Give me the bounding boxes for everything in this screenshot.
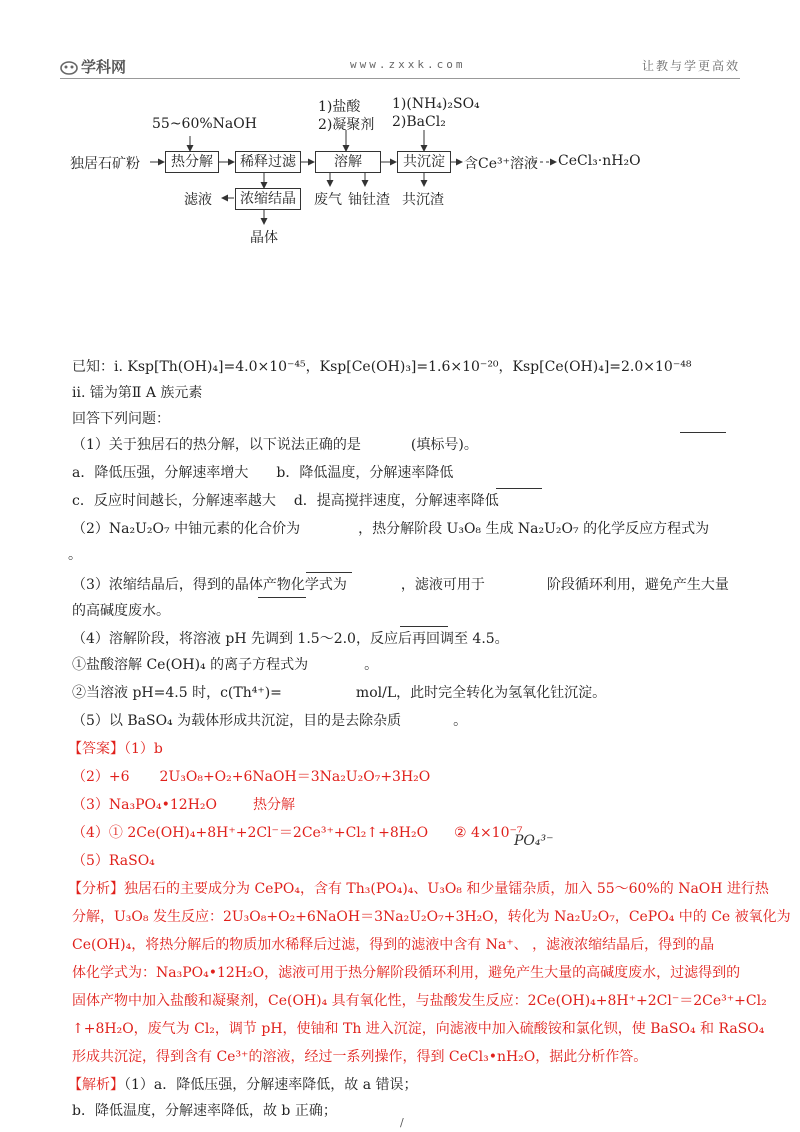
question-5 — [72, 712, 467, 730]
answer-4 — [72, 824, 523, 842]
answer-3-text: （3）Na₃PO₄•12H₂O — [72, 797, 217, 813]
analysis-line-5: 固体产物中加入盐酸和凝聚剂，Ce(OH)₄ 具有氧化性，与盐酸发生反应：2Ce(OH)₄+8H⁺+2Cl⁻＝2Ce³⁺+Cl₂ — [72, 993, 767, 1009]
known-line-1: 已知：ⅰ. Ksp[Th(OH)₄]=4.0×10⁻⁴⁵，Ksp[Ce(OH)₃]=1.6×10⁻²⁰，Ksp[Ce(OH)₄]=2.0×10⁻⁴⁸ — [72, 359, 692, 375]
step-dissolve: 溶解 — [315, 151, 381, 173]
solution-text-1: （1）a．降低压强，分解速率降低，故 a 错误； — [124, 1077, 418, 1093]
question-1 — [72, 436, 478, 454]
known-line-2: ⅱ. 镭为第Ⅱ A 族元素 — [72, 385, 203, 401]
answer-2-equation: 2U₃O₈+O₂+6NaOH＝3Na₂U₂O₇+3H₂O — [159, 769, 431, 785]
analysis-line-4: 体化学式为：Na₃PO₄•12H₂O，滤液可用于热分解阶段循环利用，避免产生大量的高碱度废水，过滤得到的 — [72, 965, 741, 981]
answer-2-prefix: （2）+6 — [72, 769, 130, 785]
waste-gas-label: 废气 — [314, 192, 342, 208]
analysis-line-6: ↑+8H₂O，废气为 Cl₂，调节 pH，使铀和 Th 进入沉淀，向滤液中加入硫酸铵和氯化钡，使 BaSO₄ 和 RaSO₄ — [72, 1021, 765, 1037]
crystal-label: 晶体 — [250, 230, 278, 246]
page-header — [60, 52, 740, 79]
option-a: a．降低压强，分解速率增大 — [72, 465, 249, 481]
logo-text: 学科网 — [81, 58, 127, 76]
step-dilute-filter: 稀释过滤 — [235, 151, 301, 173]
option-d: d．提高搅拌速度，分解速率降低 — [293, 493, 499, 509]
question-4-1-text: ①盐酸溶解 Ce(OH)₄ 的离子方程式为 — [72, 657, 309, 673]
site-slogan: 让教与学更高效 — [641, 59, 740, 73]
question-3 — [72, 576, 729, 594]
question-5-end: 。 — [453, 713, 468, 729]
answer-blank-line — [306, 572, 352, 573]
question-2 — [72, 520, 709, 538]
reagent-hcl: 1)盐酸 — [318, 99, 361, 115]
answer-2 — [72, 768, 430, 786]
question-5-text: （5）以 BaSO₄ 为载体形成共沉淀，目的是去除杂质 — [72, 713, 402, 729]
question-4-2 — [72, 684, 606, 702]
answer-5: （5）RaSO₄ — [72, 853, 155, 869]
answer-label: 【答案】 — [68, 741, 124, 757]
process-flow-diagram — [0, 92, 800, 252]
analysis-line-7: 形成共沉淀，得到含有 Ce³⁺的溶液，经过一系列操作，得到 CeCl₃•nH₂O，据此分析作答。 — [72, 1049, 648, 1065]
question-4-2-end: mol/L，此时完全转化为氢氧化钍沉淀。 — [355, 685, 607, 701]
answer-blank-line — [496, 488, 542, 489]
page-number: / — [400, 1116, 404, 1129]
analysis-line-2: 分解，U₃O₈ 发生反应：2U₃O₈+O₂+6NaOH＝3Na₂U₂O₇+3H₂O，转化为 Na₂U₂O₇，CePO₄ 中的 Ce 被氧化为 — [72, 909, 791, 925]
question-3-text: （3）浓缩结晶后，得到的晶体产物化学式为 — [72, 577, 347, 593]
answer-3 — [72, 796, 295, 814]
analysis-line-3: Ce(OH)₄，将热分解后的物质加水稀释后过滤，得到的滤液中含有 Na⁺、 ，滤液浓缩结晶后，得到的晶 — [72, 937, 715, 953]
option-b: b．降低温度，分解速率降低 — [276, 465, 454, 481]
analysis-text-1: 独居石的主要成分为 CePO₄，含有 Th₃(PO₄)₄、U₃O₈ 和少量镭杂质，加入 55～60%的 NaOH 进行热 — [124, 881, 769, 897]
analysis-label: 【分析】 — [68, 881, 124, 897]
logo-icon — [60, 59, 78, 75]
site-url: www.zxxk.com — [350, 58, 466, 71]
reagent-naoh: 55~60%NaOH — [152, 116, 257, 132]
analysis-line-1 — [68, 880, 769, 898]
question-2-text: （2）Na₂U₂O₇ 中铀元素的化合价为 — [72, 521, 301, 537]
reagent-bacl2: 2)BaCl₂ — [392, 114, 446, 130]
answer-blank-line — [400, 626, 448, 627]
option-c: c．反应时间越长，分解速率越大 — [72, 493, 276, 509]
reagent-coagulant: 2)凝聚剂 — [318, 117, 375, 133]
question-4-2-text: ②当溶液 pH=4.5 时，c(Th⁴⁺)= — [72, 685, 282, 701]
question-1-options-cd — [72, 492, 499, 510]
coprecip-residue-label: 共沉渣 — [402, 192, 444, 208]
final-product: CeCl₃·nH₂O — [558, 153, 641, 169]
site-logo — [60, 56, 126, 77]
question-4: （4）溶解阶段，将溶液 pH 先调到 1.5～2.0，反应后再回调至 4.5。 — [72, 631, 509, 647]
question-4-1 — [72, 656, 378, 674]
reagent-ammonium-sulfate: 1)(NH₄)₂SO₄ — [392, 96, 480, 112]
answer-4-text: （4）① 2Ce(OH)₄+8H⁺+2Cl⁻＝2Ce³⁺+Cl₂↑+8H₂O — [72, 825, 429, 841]
filtrate-label: 滤液 — [184, 192, 212, 208]
start-material: 独居石矿粉 — [70, 156, 140, 172]
question-1-options-ab — [72, 464, 453, 482]
solution-line-1 — [68, 1076, 418, 1094]
question-3-mid: ，滤液可用于 — [400, 577, 485, 593]
answer-blank-line — [258, 597, 306, 598]
step-concentrate-crystallize: 浓缩结晶 — [235, 188, 301, 210]
solution-line-2: b．降低温度，分解速率降低，故 b 正确； — [72, 1103, 337, 1119]
solution-label: 【解析】 — [68, 1077, 124, 1093]
u-th-residue-label: 铀钍渣 — [348, 192, 390, 208]
question-3-line-2: 的高碱度废水。 — [72, 603, 170, 619]
ce-solution: 含Ce³⁺溶液 — [464, 156, 538, 172]
step-thermal-decomposition: 热分解 — [165, 151, 219, 173]
answer-1-text: （1）b — [124, 741, 163, 757]
answer-1 — [68, 740, 163, 758]
question-1-tail: (填标号)。 — [410, 437, 478, 453]
step-coprecipitate: 共沉淀 — [397, 151, 451, 173]
question-1-text: （1）关于独居石的热分解，以下说法正确的是 — [72, 437, 361, 453]
question-3-end: 阶段循环利用，避免产生大量 — [546, 577, 729, 593]
answer-blank-line — [680, 432, 726, 433]
question-2-mid: ，热分解阶段 U₃O₈ 生成 Na₂U₂O₇ 的化学反应方程式为 — [358, 521, 710, 537]
answer-4-2-text: ② 4×10⁻⁷ — [454, 825, 523, 841]
known-line-3: 回答下列问题： — [72, 411, 170, 427]
phosphate-ion-label: PO₄³⁻ — [514, 833, 554, 849]
question-2-end: 。 — [68, 547, 82, 563]
answer-3-tail: 热分解 — [253, 797, 295, 813]
question-4-1-end: 。 — [364, 657, 379, 673]
